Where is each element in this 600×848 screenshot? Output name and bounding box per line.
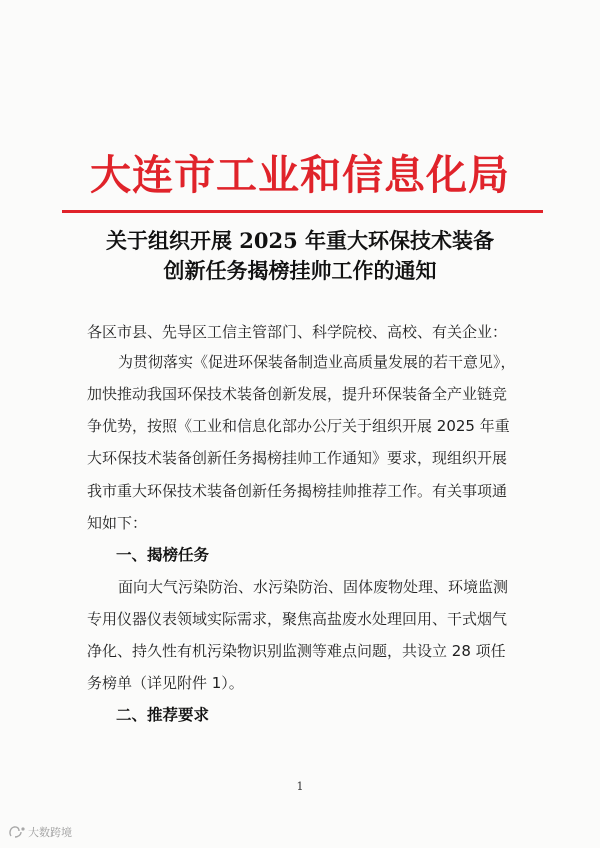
section1-line: 务榜单（详见附件 1）。 [87,674,244,692]
section1-line: 专用仪器仪表领域实际需求，聚焦高盐废水处理回用、干式烟气 [87,610,508,628]
section-heading-2: 二、推荐要求 [116,706,210,724]
intro-line: 加快推动我国环保技术装备创新发展，提升环保装备全产业链竞 [87,385,508,403]
intro-line: 知如下： [87,514,148,532]
intro-line: 我市重大环保技术装备创新任务揭榜挂帅推荐工作。有关事项通 [87,482,508,500]
page-number: 1 [296,780,304,793]
issuer-letterhead: 大连市工业和信息化局 [90,151,510,199]
section1-line: 面向大气污染防治、水污染防治、固体废物处理、环境监测 [118,578,509,596]
intro-line: 为贯彻落实《促进环保装备制造业高质量发展的若干意见》， [118,353,516,371]
intro-line: 争优势，按照《工业和信息化部办公厅关于组织开展 2025 年重 [87,417,510,435]
watermark-logo-icon [8,825,26,839]
section1-line: 净化、持久性有机污染物识别监测等难点问题，共设立 28 项任 [87,642,506,660]
source-watermark [8,823,72,841]
section-heading-1: 一、揭榜任务 [116,546,210,564]
red-divider-line [62,210,543,213]
watermark-text: 大数跨境 [28,826,72,839]
intro-line: 大环保技术装备创新任务揭榜挂帅工作通知》要求，现组织开展 [87,449,508,467]
salutation: 各区市县、先导区工信主管部门、科学院校、高校、有关企业： [87,323,508,341]
document-title-line-2: 创新任务揭榜挂帅工作的通知 [163,258,437,283]
document-title-line-1: 关于组织开展 2025 年重大环保技术装备 [105,228,495,253]
